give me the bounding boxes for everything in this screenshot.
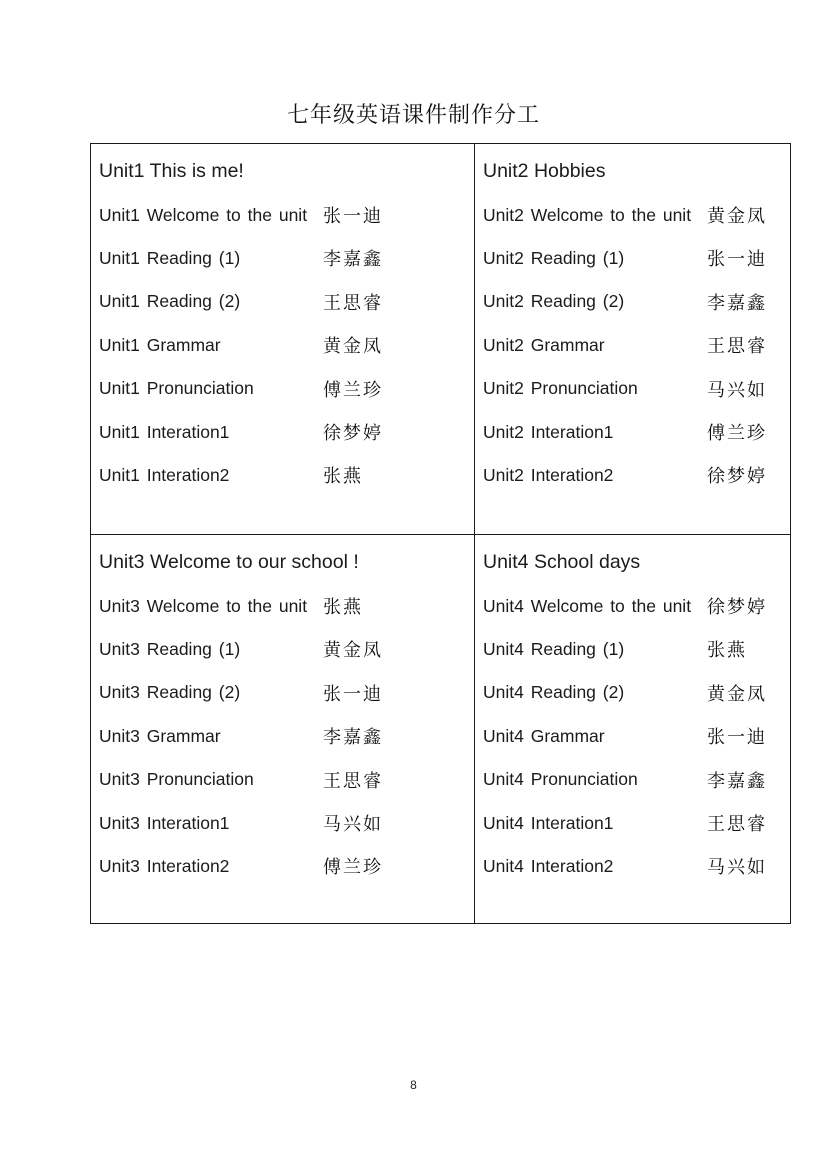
task-label: Unit2 Welcome to the unit bbox=[483, 204, 692, 225]
assignee-name: 马兴如 bbox=[707, 857, 767, 878]
task-row bbox=[99, 671, 468, 714]
task-row bbox=[483, 410, 784, 453]
assignee-name: 李嘉鑫 bbox=[707, 292, 767, 313]
task-label: Unit2 Grammar bbox=[483, 334, 605, 355]
assignee-name: 李嘉鑫 bbox=[323, 249, 383, 270]
assignee-name: 黄金凤 bbox=[323, 640, 383, 661]
task-row bbox=[99, 237, 468, 280]
assignee-name: 张一迪 bbox=[323, 206, 383, 227]
assignee-name: 徐梦婷 bbox=[323, 423, 383, 444]
assignee-name: 傅兰珍 bbox=[323, 857, 383, 878]
assignee-name: 傅兰珍 bbox=[323, 379, 383, 400]
task-label: Unit3 Reading (1) bbox=[99, 638, 241, 659]
task-label: Unit4 Interation2 bbox=[483, 855, 614, 876]
task-row bbox=[483, 584, 784, 627]
assignee-name: 黄金凤 bbox=[707, 206, 767, 227]
task-row bbox=[483, 454, 784, 497]
assignee-name: 王思睿 bbox=[323, 770, 383, 791]
assignee-name: 张一迪 bbox=[707, 249, 767, 270]
task-label: Unit3 Interation1 bbox=[99, 812, 230, 833]
assignee-name: 王思睿 bbox=[707, 336, 767, 357]
assignee-name: 李嘉鑫 bbox=[323, 727, 383, 748]
assignee-name: 黄金凤 bbox=[707, 683, 767, 704]
task-label: Unit3 Interation2 bbox=[99, 855, 230, 876]
task-label: Unit3 Welcome to the unit bbox=[99, 595, 308, 616]
assignee-name: 张一迪 bbox=[707, 727, 767, 748]
task-label: Unit1 Interation1 bbox=[99, 421, 230, 442]
cell-header: Unit4 School days bbox=[483, 551, 641, 574]
task-row bbox=[99, 758, 468, 801]
task-row bbox=[99, 801, 468, 844]
task-row bbox=[99, 280, 468, 323]
assignee-name: 马兴如 bbox=[323, 814, 383, 835]
task-label: Unit3 Reading (2) bbox=[99, 682, 241, 703]
task-row bbox=[99, 324, 468, 367]
task-label: Unit2 Reading (2) bbox=[483, 291, 625, 312]
assignee-name: 张燕 bbox=[323, 466, 363, 487]
task-label: Unit1 Pronunciation bbox=[99, 378, 254, 399]
assignee-name: 王思睿 bbox=[323, 292, 383, 313]
assignee-name: 黄金凤 bbox=[323, 336, 383, 357]
task-label: Unit4 Reading (2) bbox=[483, 682, 625, 703]
task-label: Unit2 Interation1 bbox=[483, 421, 614, 442]
task-row bbox=[99, 367, 468, 410]
task-label: Unit2 Interation2 bbox=[483, 464, 614, 485]
task-label: Unit3 Pronunciation bbox=[99, 769, 254, 790]
task-row bbox=[483, 237, 784, 280]
table-cell-unit4 bbox=[475, 535, 790, 923]
task-row bbox=[483, 628, 784, 671]
task-label: Unit4 Grammar bbox=[483, 725, 605, 746]
assignee-name: 傅兰珍 bbox=[707, 423, 767, 444]
task-row bbox=[483, 758, 784, 801]
task-row bbox=[483, 367, 784, 410]
task-row bbox=[99, 715, 468, 758]
task-row bbox=[483, 280, 784, 323]
cell-header: Unit2 Hobbies bbox=[483, 160, 606, 183]
task-row bbox=[99, 410, 468, 453]
task-row bbox=[99, 628, 468, 671]
page-title: 七年级英语课件制作分工 bbox=[286, 102, 540, 127]
division-table bbox=[90, 143, 791, 924]
task-label: Unit1 Reading (2) bbox=[99, 291, 241, 312]
task-row bbox=[99, 584, 468, 627]
task-row bbox=[99, 845, 468, 888]
cell-header: Unit3 Welcome to our school ! bbox=[99, 551, 359, 574]
task-label: Unit1 Welcome to the unit bbox=[99, 204, 308, 225]
assignee-name: 徐梦婷 bbox=[707, 597, 767, 618]
task-row bbox=[483, 671, 784, 714]
task-label: Unit4 Welcome to the unit bbox=[483, 595, 692, 616]
task-row bbox=[99, 193, 468, 236]
task-label: Unit4 Pronunciation bbox=[483, 769, 638, 790]
table-cell-unit2 bbox=[475, 144, 790, 535]
assignee-name: 张燕 bbox=[707, 640, 747, 661]
assignee-name: 马兴如 bbox=[707, 379, 767, 400]
assignee-name: 张燕 bbox=[323, 597, 363, 618]
task-label: Unit1 Grammar bbox=[99, 334, 221, 355]
table-cell-unit1 bbox=[91, 144, 475, 535]
cell-header: Unit1 This is me! bbox=[99, 160, 244, 183]
assignee-name: 王思睿 bbox=[707, 814, 767, 835]
task-label: Unit2 Pronunciation bbox=[483, 378, 638, 399]
task-row bbox=[483, 324, 784, 367]
task-label: Unit1 Reading (1) bbox=[99, 247, 241, 268]
task-row bbox=[483, 801, 784, 844]
page-number: 8 bbox=[410, 1078, 417, 1092]
task-row bbox=[483, 845, 784, 888]
task-label: Unit2 Reading (1) bbox=[483, 247, 625, 268]
task-row bbox=[99, 454, 468, 497]
task-label: Unit4 Reading (1) bbox=[483, 638, 625, 659]
table-cell-unit3 bbox=[91, 535, 475, 923]
task-row bbox=[483, 715, 784, 758]
task-label: Unit3 Grammar bbox=[99, 725, 221, 746]
assignee-name: 徐梦婷 bbox=[707, 466, 767, 487]
task-label: Unit1 Interation2 bbox=[99, 464, 230, 485]
task-label: Unit4 Interation1 bbox=[483, 812, 614, 833]
task-row bbox=[483, 193, 784, 236]
assignee-name: 张一迪 bbox=[323, 683, 383, 704]
assignee-name: 李嘉鑫 bbox=[707, 770, 767, 791]
